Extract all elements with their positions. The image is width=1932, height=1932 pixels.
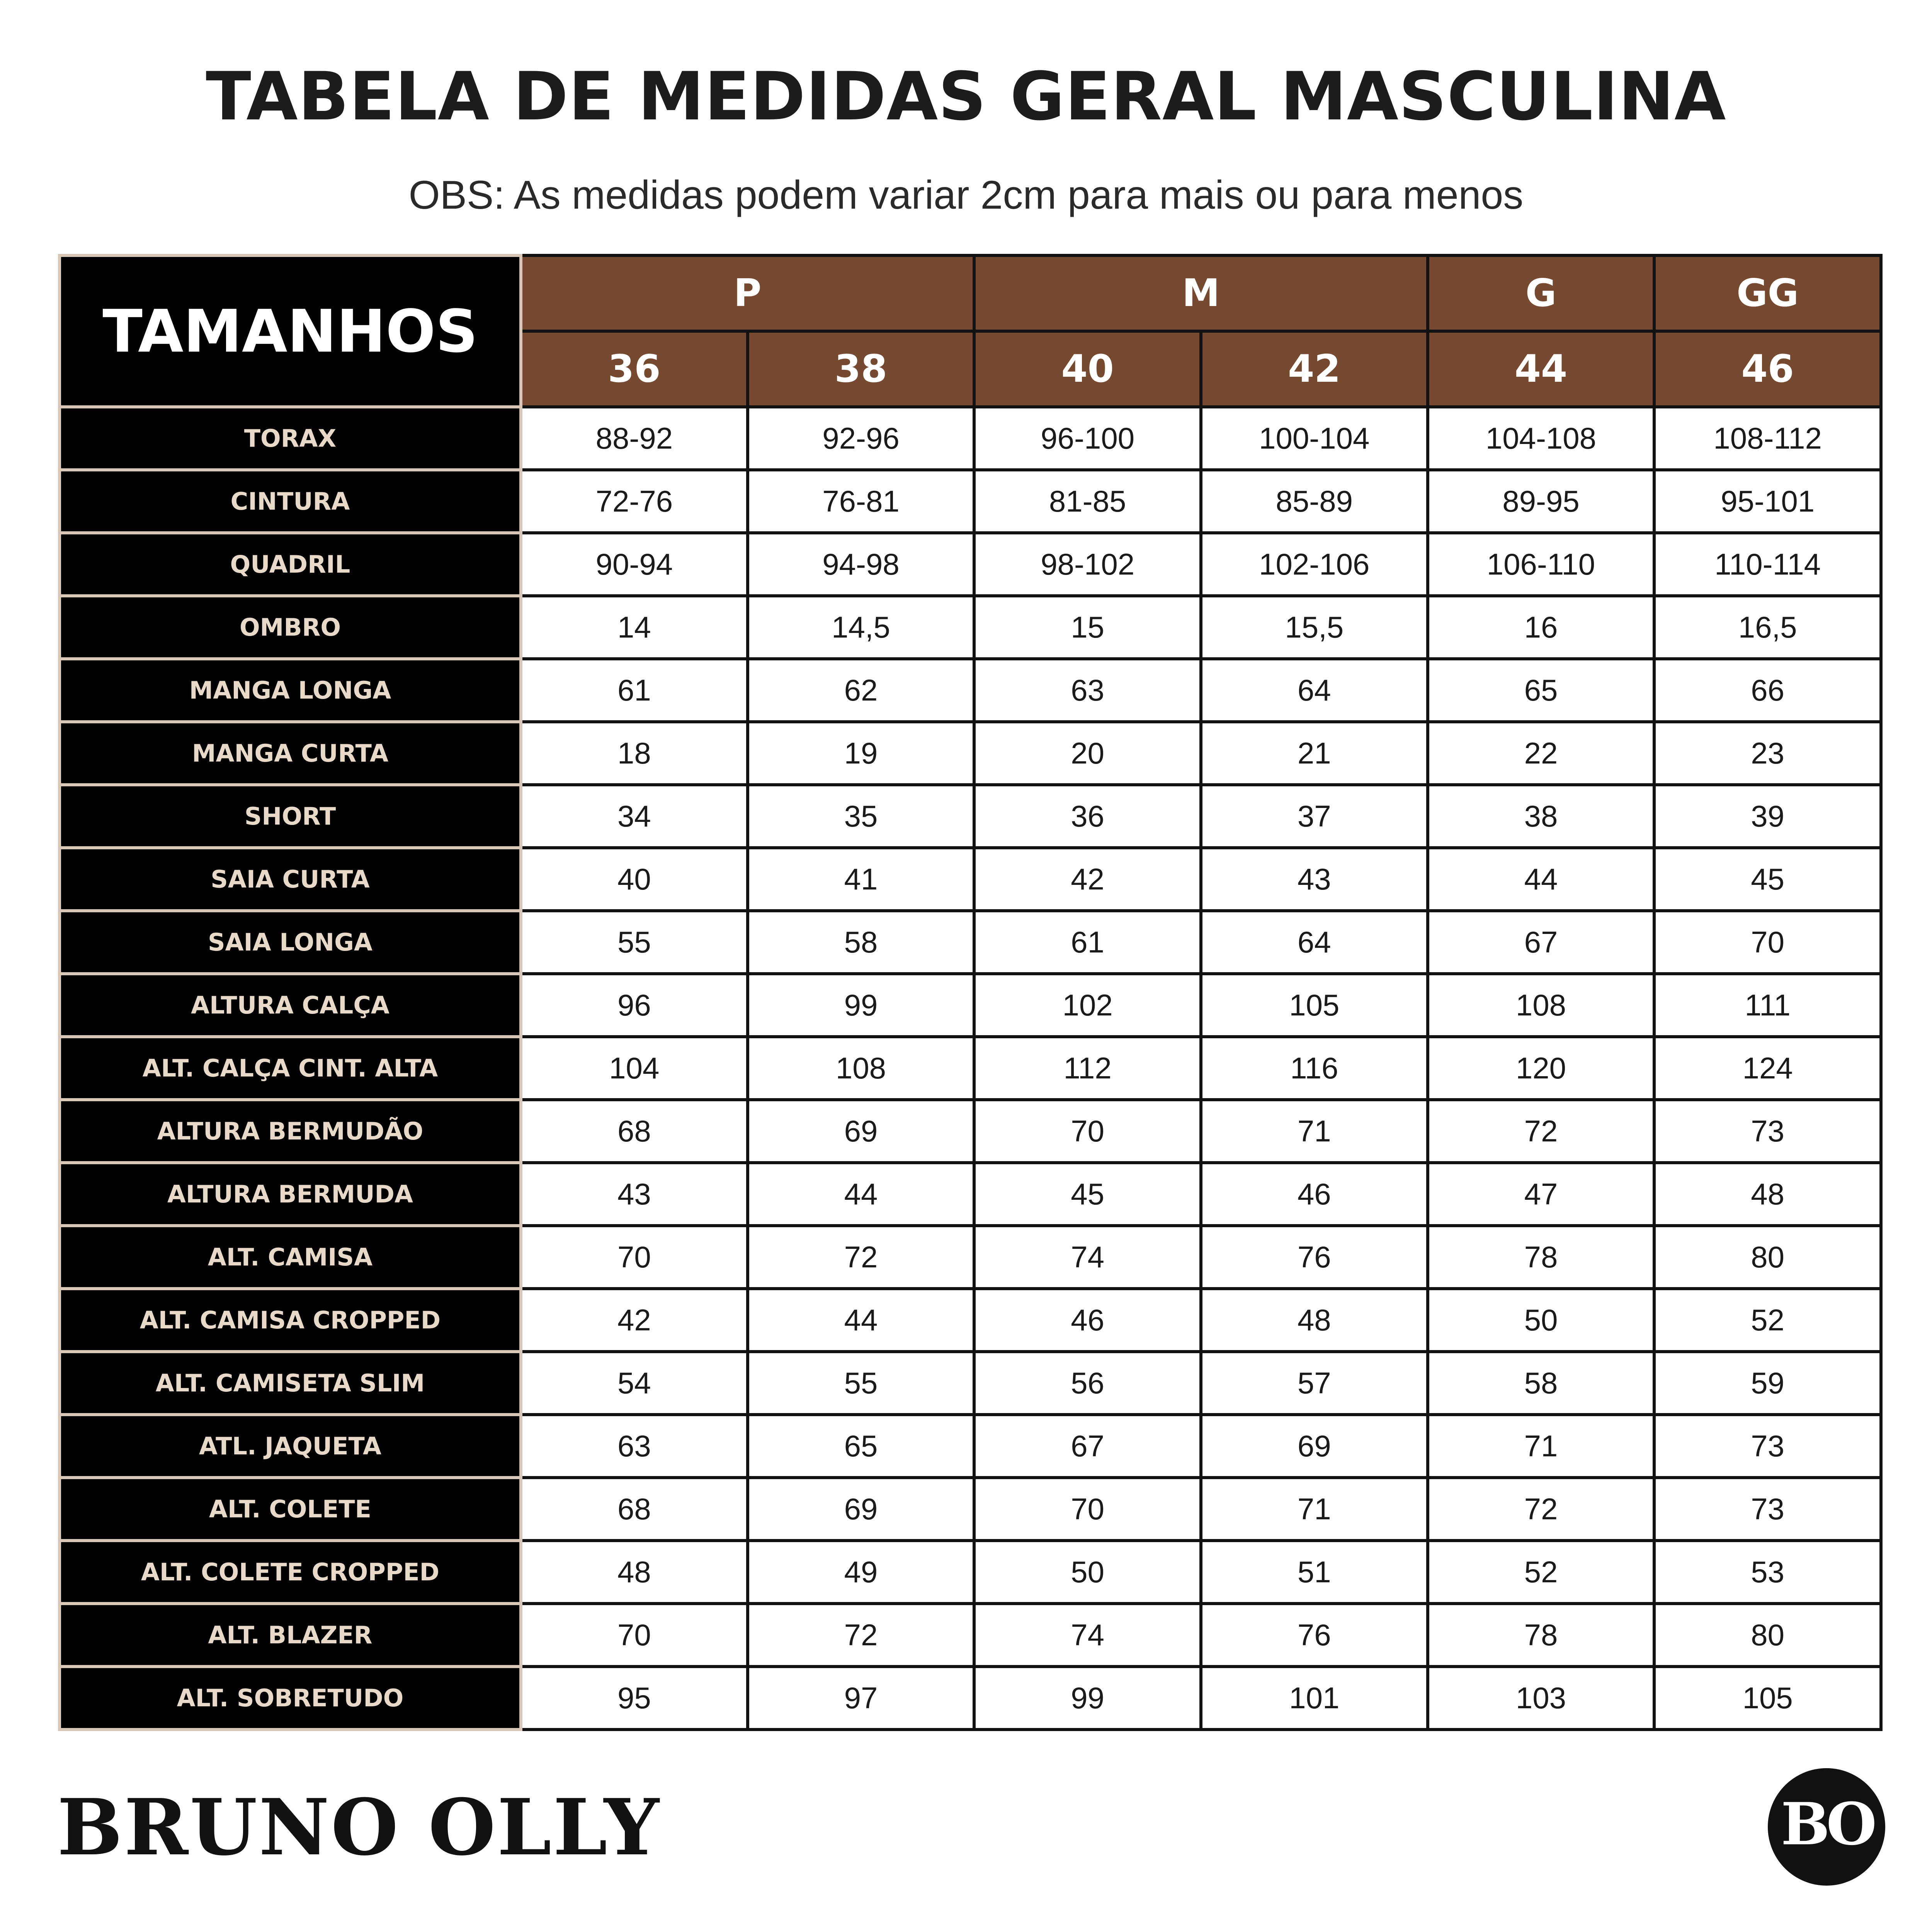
measurement-cell: 98-102 xyxy=(974,533,1201,596)
table-row xyxy=(60,911,1881,974)
measurement-cell: 40 xyxy=(521,848,748,911)
measurement-cell: 44 xyxy=(748,1289,975,1352)
measurement-cell: 80 xyxy=(1654,1604,1881,1667)
table-row xyxy=(60,1541,1881,1604)
brand-logo-icon xyxy=(1767,1767,1886,1887)
measurement-cell: 71 xyxy=(1201,1100,1428,1163)
measurement-label: ALT. BLAZER xyxy=(60,1604,521,1667)
measurement-cell: 105 xyxy=(1654,1667,1881,1730)
table-row xyxy=(60,407,1881,470)
size-group-header: P xyxy=(521,255,974,331)
table-row xyxy=(60,1667,1881,1730)
measurement-cell: 43 xyxy=(1201,848,1428,911)
measurement-cell: 21 xyxy=(1201,722,1428,785)
measurement-cell: 90-94 xyxy=(521,533,748,596)
size-number-header: 40 xyxy=(974,331,1201,407)
measurement-label: ALTURA CALÇA xyxy=(60,974,521,1037)
measurement-cell: 56 xyxy=(974,1352,1201,1415)
measurement-cell: 102 xyxy=(974,974,1201,1037)
measurement-cell: 61 xyxy=(521,659,748,722)
size-table xyxy=(58,254,1883,1731)
table-row xyxy=(60,1352,1881,1415)
measurement-cell: 15 xyxy=(974,596,1201,659)
measurement-cell: 23 xyxy=(1654,722,1881,785)
measurement-label: SAIA LONGA xyxy=(60,911,521,974)
measurement-label: ALT. CALÇA CINT. ALTA xyxy=(60,1037,521,1100)
measurement-cell: 124 xyxy=(1654,1037,1881,1100)
measurement-cell: 76 xyxy=(1201,1604,1428,1667)
measurement-cell: 20 xyxy=(974,722,1201,785)
measurement-label: ALT. CAMISA xyxy=(60,1226,521,1289)
size-number-header: 42 xyxy=(1201,331,1428,407)
table-row xyxy=(60,1604,1881,1667)
measurement-cell: 63 xyxy=(974,659,1201,722)
table-row xyxy=(60,1289,1881,1352)
measurement-cell: 73 xyxy=(1654,1100,1881,1163)
measurement-cell: 42 xyxy=(974,848,1201,911)
measurement-cell: 64 xyxy=(1201,911,1428,974)
measurement-label: QUADRIL xyxy=(60,533,521,596)
measurement-cell: 105 xyxy=(1201,974,1428,1037)
measurement-label: ALT. CAMISA CROPPED xyxy=(60,1289,521,1352)
measurement-cell: 63 xyxy=(521,1415,748,1478)
measurement-cell: 70 xyxy=(521,1604,748,1667)
table-row xyxy=(60,659,1881,722)
measurement-cell: 72 xyxy=(1428,1100,1655,1163)
measurement-cell: 116 xyxy=(1201,1037,1428,1100)
measurement-cell: 99 xyxy=(748,974,975,1037)
measurement-cell: 73 xyxy=(1654,1415,1881,1478)
measurement-cell: 99 xyxy=(974,1667,1201,1730)
measurement-cell: 68 xyxy=(521,1100,748,1163)
measurement-cell: 88-92 xyxy=(521,407,748,470)
measurement-cell: 108 xyxy=(1428,974,1655,1037)
logo-monogram: BO xyxy=(1781,1790,1872,1858)
size-number-header: 36 xyxy=(521,331,748,407)
measurement-cell: 69 xyxy=(748,1100,975,1163)
measurement-cell: 102-106 xyxy=(1201,533,1428,596)
measurement-cell: 52 xyxy=(1654,1289,1881,1352)
measurement-cell: 35 xyxy=(748,785,975,848)
table-row xyxy=(60,470,1881,533)
measurement-cell: 58 xyxy=(748,911,975,974)
measurement-cell: 45 xyxy=(1654,848,1881,911)
size-number-header: 46 xyxy=(1654,331,1881,407)
measurement-cell: 74 xyxy=(974,1226,1201,1289)
measurement-cell: 14,5 xyxy=(748,596,975,659)
measurement-cell: 85-89 xyxy=(1201,470,1428,533)
measurement-cell: 70 xyxy=(521,1226,748,1289)
measurement-cell: 120 xyxy=(1428,1037,1655,1100)
table-row xyxy=(60,848,1881,911)
measurement-cell: 47 xyxy=(1428,1163,1655,1226)
measurement-cell: 100-104 xyxy=(1201,407,1428,470)
measurement-cell: 39 xyxy=(1654,785,1881,848)
measurement-cell: 72 xyxy=(1428,1478,1655,1541)
size-number-header: 38 xyxy=(748,331,975,407)
measurement-label: ALTURA BERMUDA xyxy=(60,1163,521,1226)
measurement-cell: 16,5 xyxy=(1654,596,1881,659)
measurement-cell: 44 xyxy=(1428,848,1655,911)
measurement-cell: 70 xyxy=(974,1100,1201,1163)
measurement-cell: 61 xyxy=(974,911,1201,974)
measurement-cell: 95 xyxy=(521,1667,748,1730)
table-header xyxy=(60,255,1881,407)
measurement-cell: 19 xyxy=(748,722,975,785)
table-row xyxy=(60,785,1881,848)
size-group-row xyxy=(60,255,1881,331)
table-body xyxy=(60,407,1881,1730)
measurement-cell: 101 xyxy=(1201,1667,1428,1730)
size-number-header: 44 xyxy=(1428,331,1655,407)
table-row xyxy=(60,1415,1881,1478)
measurement-cell: 78 xyxy=(1428,1226,1655,1289)
measurement-cell: 46 xyxy=(974,1289,1201,1352)
measurement-cell: 74 xyxy=(974,1604,1201,1667)
measurement-cell: 38 xyxy=(1428,785,1655,848)
measurement-cell: 50 xyxy=(974,1541,1201,1604)
tamanhos-header: TAMANHOS xyxy=(60,255,521,407)
measurement-cell: 89-95 xyxy=(1428,470,1655,533)
measurement-cell: 53 xyxy=(1654,1541,1881,1604)
measurement-label: MANGA LONGA xyxy=(60,659,521,722)
measurement-cell: 67 xyxy=(1428,911,1655,974)
measurement-cell: 45 xyxy=(974,1163,1201,1226)
measurement-cell: 68 xyxy=(521,1478,748,1541)
measurement-cell: 36 xyxy=(974,785,1201,848)
measurement-cell: 43 xyxy=(521,1163,748,1226)
measurement-label: SHORT xyxy=(60,785,521,848)
measurement-cell: 14 xyxy=(521,596,748,659)
measurement-cell: 94-98 xyxy=(748,533,975,596)
measurement-cell: 81-85 xyxy=(974,470,1201,533)
measurement-cell: 37 xyxy=(1201,785,1428,848)
measurement-label: TORAX xyxy=(60,407,521,470)
measurement-label: ATL. JAQUETA xyxy=(60,1415,521,1478)
measurement-cell: 15,5 xyxy=(1201,596,1428,659)
measurement-cell: 70 xyxy=(1654,911,1881,974)
size-group-header: G xyxy=(1428,255,1655,331)
measurement-label: ALT. COLETE CROPPED xyxy=(60,1541,521,1604)
measurement-cell: 34 xyxy=(521,785,748,848)
measurement-cell: 50 xyxy=(1428,1289,1655,1352)
measurement-cell: 66 xyxy=(1654,659,1881,722)
measurement-cell: 48 xyxy=(1654,1163,1881,1226)
measurement-cell: 95-101 xyxy=(1654,470,1881,533)
size-group-header: GG xyxy=(1654,255,1881,331)
measurement-cell: 54 xyxy=(521,1352,748,1415)
measurement-cell: 92-96 xyxy=(748,407,975,470)
measurement-cell: 62 xyxy=(748,659,975,722)
measurement-cell: 104-108 xyxy=(1428,407,1655,470)
measurement-cell: 111 xyxy=(1654,974,1881,1037)
table-row xyxy=(60,1037,1881,1100)
measurement-cell: 108-112 xyxy=(1654,407,1881,470)
measurement-cell: 73 xyxy=(1654,1478,1881,1541)
measurement-cell: 22 xyxy=(1428,722,1655,785)
measurement-cell: 52 xyxy=(1428,1541,1655,1604)
measurement-cell: 70 xyxy=(974,1478,1201,1541)
measurement-cell: 55 xyxy=(748,1352,975,1415)
measurement-cell: 71 xyxy=(1201,1478,1428,1541)
measurement-label: ALTURA BERMUDÃO xyxy=(60,1100,521,1163)
measurement-cell: 96 xyxy=(521,974,748,1037)
measurement-label: SAIA CURTA xyxy=(60,848,521,911)
measurement-cell: 97 xyxy=(748,1667,975,1730)
measurement-cell: 41 xyxy=(748,848,975,911)
measurement-cell: 78 xyxy=(1428,1604,1655,1667)
measurement-label: ALT. CAMISETA SLIM xyxy=(60,1352,521,1415)
table-row xyxy=(60,533,1881,596)
measurement-cell: 48 xyxy=(521,1541,748,1604)
measurement-cell: 76-81 xyxy=(748,470,975,533)
measurement-cell: 65 xyxy=(1428,659,1655,722)
table-row xyxy=(60,722,1881,785)
table-row xyxy=(60,1100,1881,1163)
table-row xyxy=(60,974,1881,1037)
table-row xyxy=(60,1163,1881,1226)
measurement-cell: 72-76 xyxy=(521,470,748,533)
measurement-cell: 48 xyxy=(1201,1289,1428,1352)
page-subtitle: OBS: As medidas podem variar 2cm para mais ou para menos xyxy=(408,173,1524,218)
measurement-cell: 42 xyxy=(521,1289,748,1352)
measurement-label: MANGA CURTA xyxy=(60,722,521,785)
measurement-cell: 57 xyxy=(1201,1352,1428,1415)
measurement-cell: 16 xyxy=(1428,596,1655,659)
measurement-cell: 46 xyxy=(1201,1163,1428,1226)
size-group-header: M xyxy=(974,255,1427,331)
measurement-cell: 44 xyxy=(748,1163,975,1226)
measurement-cell: 96-100 xyxy=(974,407,1201,470)
page-title: TABELA DE MEDIDAS GERAL MASCULINA xyxy=(206,58,1726,135)
measurement-label: OMBRO xyxy=(60,596,521,659)
measurement-cell: 55 xyxy=(521,911,748,974)
measurement-cell: 58 xyxy=(1428,1352,1655,1415)
measurement-cell: 106-110 xyxy=(1428,533,1655,596)
brand-wordmark: BRUNO OLLY xyxy=(57,1782,661,1873)
measurement-label: ALT. COLETE xyxy=(60,1478,521,1541)
measurement-label: CINTURA xyxy=(60,470,521,533)
measurement-cell: 110-114 xyxy=(1654,533,1881,596)
measurement-cell: 69 xyxy=(748,1478,975,1541)
measurement-cell: 71 xyxy=(1428,1415,1655,1478)
table-row xyxy=(60,596,1881,659)
measurement-cell: 64 xyxy=(1201,659,1428,722)
measurement-cell: 51 xyxy=(1201,1541,1428,1604)
table-row xyxy=(60,1226,1881,1289)
measurement-cell: 112 xyxy=(974,1037,1201,1100)
measurement-cell: 49 xyxy=(748,1541,975,1604)
measurement-cell: 72 xyxy=(748,1226,975,1289)
measurement-cell: 108 xyxy=(748,1037,975,1100)
measurement-label: ALT. SOBRETUDO xyxy=(60,1667,521,1730)
measurement-cell: 103 xyxy=(1428,1667,1655,1730)
measurement-cell: 76 xyxy=(1201,1226,1428,1289)
measurement-cell: 67 xyxy=(974,1415,1201,1478)
measurement-cell: 69 xyxy=(1201,1415,1428,1478)
measurement-cell: 59 xyxy=(1654,1352,1881,1415)
measurement-cell: 104 xyxy=(521,1037,748,1100)
measurement-cell: 18 xyxy=(521,722,748,785)
table-row xyxy=(60,1478,1881,1541)
measurement-cell: 80 xyxy=(1654,1226,1881,1289)
measurement-cell: 65 xyxy=(748,1415,975,1478)
measurement-cell: 72 xyxy=(748,1604,975,1667)
